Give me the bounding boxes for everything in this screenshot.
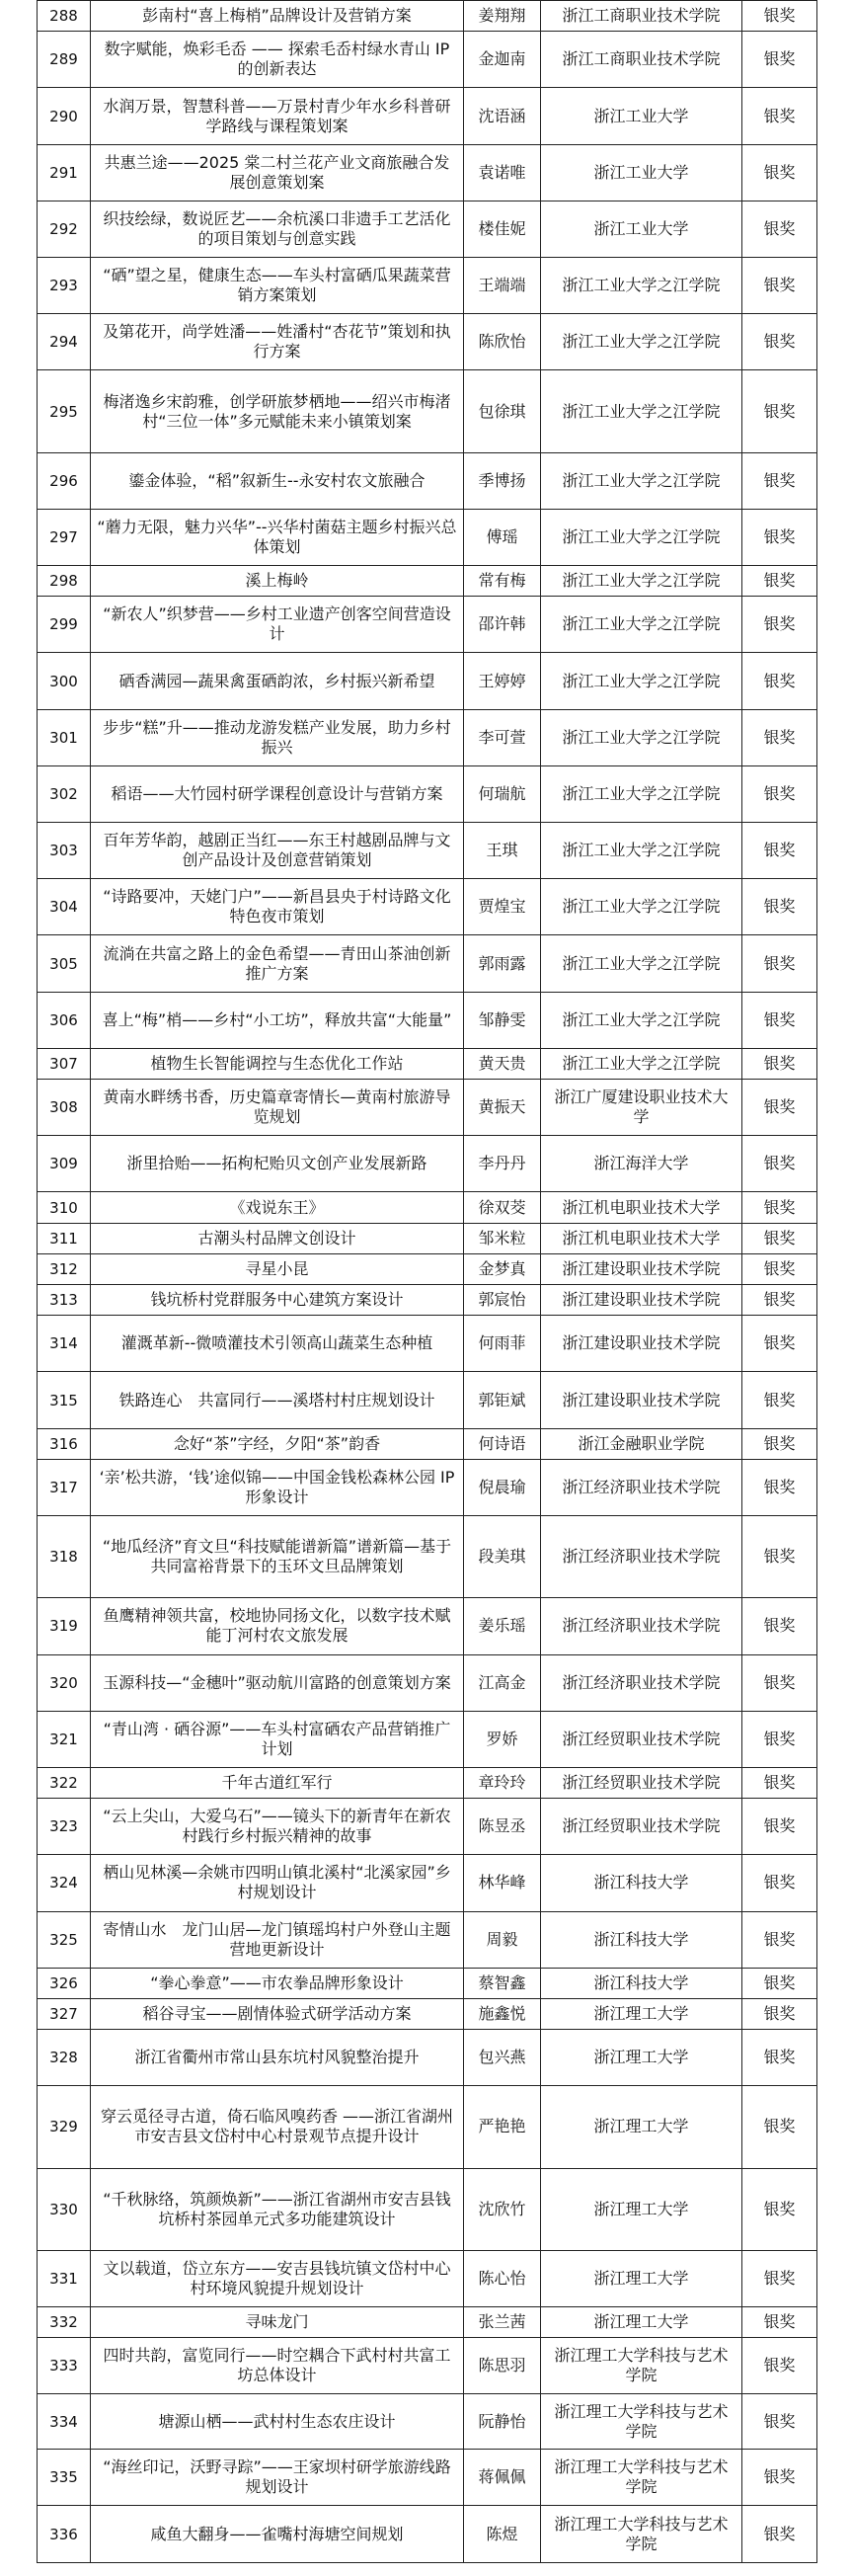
school-name: 浙江建设职业技术学院 bbox=[541, 1285, 742, 1316]
project-title: 钱坑桥村党群服务中心建筑方案设计 bbox=[91, 1285, 464, 1316]
award-level: 银奖 bbox=[742, 144, 817, 201]
project-title: 植物生长智能调控与生态优化工作站 bbox=[91, 1048, 464, 1079]
row-number: 309 bbox=[38, 1136, 91, 1192]
table-row bbox=[38, 1136, 817, 1192]
school-name: 浙江机电职业技术大学 bbox=[541, 1223, 742, 1253]
project-title: 稻语——大竹园村研学课程创意设计与营销方案 bbox=[91, 765, 464, 822]
project-title: 咸鱼大翻身——雀嘴村海塘空间规划 bbox=[91, 2506, 464, 2563]
school-name: 浙江工业大学之江学院 bbox=[541, 452, 742, 509]
award-level: 银奖 bbox=[742, 1428, 817, 1459]
row-number: 307 bbox=[38, 1048, 91, 1079]
table-row bbox=[38, 1711, 817, 1767]
award-level: 银奖 bbox=[742, 2030, 817, 2086]
award-level: 银奖 bbox=[742, 1998, 817, 2029]
team-leader: 金梦真 bbox=[464, 1253, 541, 1284]
row-number: 323 bbox=[38, 1799, 91, 1855]
award-level: 银奖 bbox=[742, 597, 817, 653]
school-name: 浙江经贸职业技术学院 bbox=[541, 1799, 742, 1855]
table-row bbox=[38, 144, 817, 201]
row-number: 301 bbox=[38, 709, 91, 765]
team-leader: 沈语涵 bbox=[464, 88, 541, 144]
row-number: 289 bbox=[38, 32, 91, 88]
team-leader: 姜翔翔 bbox=[464, 1, 541, 32]
table-row bbox=[38, 1372, 817, 1428]
award-level: 银奖 bbox=[742, 935, 817, 992]
row-number: 300 bbox=[38, 653, 91, 709]
team-leader: 阮静怡 bbox=[464, 2394, 541, 2450]
project-title: 百年芳华韵，越剧正当红——东王村越剧品牌与文创产品设计及创意营销策划 bbox=[91, 823, 464, 879]
team-leader: 陈煜 bbox=[464, 2506, 541, 2563]
table-row bbox=[38, 2086, 817, 2168]
award-level: 银奖 bbox=[742, 2306, 817, 2337]
row-number: 291 bbox=[38, 144, 91, 201]
school-name: 浙江工业大学之江学院 bbox=[541, 709, 742, 765]
row-number: 290 bbox=[38, 88, 91, 144]
award-level: 银奖 bbox=[742, 1654, 817, 1711]
row-number: 328 bbox=[38, 2030, 91, 2086]
project-title: 溪上梅岭 bbox=[91, 566, 464, 597]
row-number: 303 bbox=[38, 823, 91, 879]
row-number: 321 bbox=[38, 1711, 91, 1767]
table-row bbox=[38, 2168, 817, 2250]
school-name: 浙江工商职业技术学院 bbox=[541, 1, 742, 32]
project-title: 共惠兰途——2025 棠二村兰花产业文商旅融合发展创意策划案 bbox=[91, 144, 464, 201]
project-title: 鱼鹰精神领共富，校地协同扬文化，以数字技术赋能丁河村农文旅发展 bbox=[91, 1598, 464, 1654]
team-leader: 何雨菲 bbox=[464, 1316, 541, 1372]
award-level: 银奖 bbox=[742, 1968, 817, 1998]
award-level: 银奖 bbox=[742, 314, 817, 370]
project-title: 及第花开，尚学姓潘——姓潘村“杏花节”策划和执行方案 bbox=[91, 314, 464, 370]
row-number: 292 bbox=[38, 201, 91, 257]
school-name: 浙江工业大学之江学院 bbox=[541, 1048, 742, 1079]
school-name: 浙江科技大学 bbox=[541, 1855, 742, 1911]
team-leader: 王琪 bbox=[464, 823, 541, 879]
school-name: 浙江工业大学之江学院 bbox=[541, 597, 742, 653]
award-list-body bbox=[38, 1, 817, 2563]
school-name: 浙江海洋大学 bbox=[541, 1136, 742, 1192]
row-number: 314 bbox=[38, 1316, 91, 1372]
row-number: 317 bbox=[38, 1459, 91, 1515]
award-level: 银奖 bbox=[742, 1048, 817, 1079]
award-level: 银奖 bbox=[742, 1767, 817, 1798]
project-title: 《戏说东王》 bbox=[91, 1192, 464, 1223]
table-row bbox=[38, 88, 817, 144]
award-level: 银奖 bbox=[742, 653, 817, 709]
project-title: 水润万景，智慧科普——万景村青少年水乡科普研学路线与课程策划案 bbox=[91, 88, 464, 144]
project-title: 千年古道红军行 bbox=[91, 1767, 464, 1798]
table-row bbox=[38, 1911, 817, 1968]
project-title: “云上尖山，大爱乌石”——镜头下的新青年在新农村践行乡村振兴精神的故事 bbox=[91, 1799, 464, 1855]
award-level: 银奖 bbox=[742, 1285, 817, 1316]
table-row bbox=[38, 992, 817, 1048]
project-title: 流淌在共富之路上的金色希望——青田山茶油创新推广方案 bbox=[91, 935, 464, 992]
school-name: 浙江工业大学 bbox=[541, 88, 742, 144]
row-number: 315 bbox=[38, 1372, 91, 1428]
project-title: “青山湾 · 硒谷源”——车头村富硒农产品营销推广计划 bbox=[91, 1711, 464, 1767]
award-level: 银奖 bbox=[742, 1711, 817, 1767]
team-leader: 蔡智鑫 bbox=[464, 1968, 541, 1998]
table-row bbox=[38, 2394, 817, 2450]
school-name: 浙江理工大学科技与艺术学院 bbox=[541, 2450, 742, 2506]
row-number: 294 bbox=[38, 314, 91, 370]
school-name: 浙江理工大学科技与艺术学院 bbox=[541, 2338, 742, 2394]
award-level: 银奖 bbox=[742, 879, 817, 935]
row-number: 293 bbox=[38, 258, 91, 314]
row-number: 296 bbox=[38, 452, 91, 509]
project-title: ‘亲’松共游，‘钱’途似锦——中国金钱松森林公园 IP 形象设计 bbox=[91, 1459, 464, 1515]
row-number: 326 bbox=[38, 1968, 91, 1998]
school-name: 浙江经贸职业技术学院 bbox=[541, 1711, 742, 1767]
award-level: 银奖 bbox=[742, 2086, 817, 2168]
award-level: 银奖 bbox=[742, 2450, 817, 2506]
team-leader: 陈欣怡 bbox=[464, 314, 541, 370]
project-title: 栖山见林溪—余姚市四明山镇北溪村“北溪家园”乡村规划设计 bbox=[91, 1855, 464, 1911]
award-level: 银奖 bbox=[742, 32, 817, 88]
school-name: 浙江工业大学之江学院 bbox=[541, 879, 742, 935]
row-number: 333 bbox=[38, 2338, 91, 2394]
team-leader: 傅瑶 bbox=[464, 509, 541, 565]
school-name: 浙江理工大学科技与艺术学院 bbox=[541, 2506, 742, 2563]
award-level: 银奖 bbox=[742, 88, 817, 144]
row-number: 311 bbox=[38, 1223, 91, 1253]
project-title: “诗路要冲，天姥门户”——新昌县央于村诗路文化特色夜市策划 bbox=[91, 879, 464, 935]
team-leader: 季博扬 bbox=[464, 452, 541, 509]
team-leader: 楼佳妮 bbox=[464, 201, 541, 257]
project-title: “蘑力无限，魅力兴华”--兴华村菌菇主题乡村振兴总体策划 bbox=[91, 509, 464, 565]
award-level: 银奖 bbox=[742, 1516, 817, 1598]
award-level: 银奖 bbox=[742, 258, 817, 314]
award-level: 银奖 bbox=[742, 370, 817, 452]
row-number: 331 bbox=[38, 2250, 91, 2306]
table-row bbox=[38, 1516, 817, 1598]
school-name: 浙江科技大学 bbox=[541, 1911, 742, 1968]
school-name: 浙江工业大学之江学院 bbox=[541, 370, 742, 452]
team-leader: 张兰茜 bbox=[464, 2306, 541, 2337]
row-number: 319 bbox=[38, 1598, 91, 1654]
school-name: 浙江机电职业技术大学 bbox=[541, 1192, 742, 1223]
project-title: 彭南村“喜上梅梢”品牌设计及营销方案 bbox=[91, 1, 464, 32]
school-name: 浙江工商职业技术学院 bbox=[541, 32, 742, 88]
award-level: 银奖 bbox=[742, 1372, 817, 1428]
award-list-table bbox=[37, 0, 817, 2563]
table-row bbox=[38, 1048, 817, 1079]
school-name: 浙江工业大学 bbox=[541, 201, 742, 257]
school-name: 浙江工业大学之江学院 bbox=[541, 935, 742, 992]
team-leader: 李可萱 bbox=[464, 709, 541, 765]
table-row bbox=[38, 1799, 817, 1855]
school-name: 浙江广厦建设职业技术大学 bbox=[541, 1080, 742, 1136]
row-number: 322 bbox=[38, 1767, 91, 1798]
row-number: 316 bbox=[38, 1428, 91, 1459]
row-number: 298 bbox=[38, 566, 91, 597]
row-number: 335 bbox=[38, 2450, 91, 2506]
row-number: 312 bbox=[38, 1253, 91, 1284]
school-name: 浙江工业大学之江学院 bbox=[541, 653, 742, 709]
project-title: 喜上“梅”梢——乡村“小工坊”，释放共富“大能量” bbox=[91, 992, 464, 1048]
team-leader: 包徐琪 bbox=[464, 370, 541, 452]
project-title: “地瓜经济”育文旦“科技赋能谱新篇”谱新篇—基于共同富裕背景下的玉环文旦品牌策划 bbox=[91, 1516, 464, 1598]
table-row bbox=[38, 1253, 817, 1284]
table-row bbox=[38, 1080, 817, 1136]
table-row bbox=[38, 370, 817, 452]
team-leader: 郭雨露 bbox=[464, 935, 541, 992]
project-title: 寻味龙门 bbox=[91, 2306, 464, 2337]
project-title: “硒”望之星，健康生态——车头村富硒瓜果蔬菜营销方案策划 bbox=[91, 258, 464, 314]
team-leader: 徐双茭 bbox=[464, 1192, 541, 1223]
award-level: 银奖 bbox=[742, 2338, 817, 2394]
team-leader: 章玲玲 bbox=[464, 1767, 541, 1798]
table-row bbox=[38, 597, 817, 653]
table-row bbox=[38, 1998, 817, 2029]
school-name: 浙江理工大学 bbox=[541, 2030, 742, 2086]
award-level: 银奖 bbox=[742, 1316, 817, 1372]
award-level: 银奖 bbox=[742, 1799, 817, 1855]
table-row bbox=[38, 566, 817, 597]
table-row bbox=[38, 2306, 817, 2337]
row-number: 320 bbox=[38, 1654, 91, 1711]
row-number: 308 bbox=[38, 1080, 91, 1136]
row-number: 305 bbox=[38, 935, 91, 992]
team-leader: 段美琪 bbox=[464, 1516, 541, 1598]
row-number: 288 bbox=[38, 1, 91, 32]
school-name: 浙江经济职业技术学院 bbox=[541, 1654, 742, 1711]
team-leader: 周毅 bbox=[464, 1911, 541, 1968]
school-name: 浙江工业大学之江学院 bbox=[541, 823, 742, 879]
project-title: “海丝印记，沃野寻踪”——王家坝村研学旅游线路规划设计 bbox=[91, 2450, 464, 2506]
project-title: “新农人”织梦营——乡村工业遗产创客空间营造设计 bbox=[91, 597, 464, 653]
table-row bbox=[38, 1, 817, 32]
row-number: 325 bbox=[38, 1911, 91, 1968]
award-level: 银奖 bbox=[742, 1459, 817, 1515]
project-title: 四时共韵，富览同行——时空耦合下武村村共富工坊总体设计 bbox=[91, 2338, 464, 2394]
school-name: 浙江经济职业技术学院 bbox=[541, 1459, 742, 1515]
school-name: 浙江工业大学之江学院 bbox=[541, 258, 742, 314]
award-level: 银奖 bbox=[742, 1192, 817, 1223]
row-number: 310 bbox=[38, 1192, 91, 1223]
table-row bbox=[38, 879, 817, 935]
row-number: 327 bbox=[38, 1998, 91, 2029]
table-row bbox=[38, 1223, 817, 1253]
row-number: 313 bbox=[38, 1285, 91, 1316]
row-number: 295 bbox=[38, 370, 91, 452]
award-level: 银奖 bbox=[742, 452, 817, 509]
team-leader: 常有梅 bbox=[464, 566, 541, 597]
row-number: 324 bbox=[38, 1855, 91, 1911]
row-number: 330 bbox=[38, 2168, 91, 2250]
award-level: 银奖 bbox=[742, 2394, 817, 2450]
table-row bbox=[38, 201, 817, 257]
table-row bbox=[38, 765, 817, 822]
team-leader: 王端端 bbox=[464, 258, 541, 314]
table-row bbox=[38, 653, 817, 709]
project-title: 铁路连心 共富同行——溪塔村村庄规划设计 bbox=[91, 1372, 464, 1428]
school-name: 浙江工业大学 bbox=[541, 144, 742, 201]
row-number: 297 bbox=[38, 509, 91, 565]
award-level: 银奖 bbox=[742, 1855, 817, 1911]
team-leader: 金迦南 bbox=[464, 32, 541, 88]
school-name: 浙江建设职业技术学院 bbox=[541, 1316, 742, 1372]
row-number: 306 bbox=[38, 992, 91, 1048]
award-level: 银奖 bbox=[742, 992, 817, 1048]
row-number: 336 bbox=[38, 2506, 91, 2563]
table-row bbox=[38, 2250, 817, 2306]
row-number: 318 bbox=[38, 1516, 91, 1598]
award-level: 银奖 bbox=[742, 1223, 817, 1253]
project-title: 穿云觅径寻古道，倚石临风嗅药香 ——浙江省湖州市安吉县文岱村中心村景观节点提升设计 bbox=[91, 2086, 464, 2168]
school-name: 浙江经济职业技术学院 bbox=[541, 1598, 742, 1654]
team-leader: 黄天贵 bbox=[464, 1048, 541, 1079]
school-name: 浙江经济职业技术学院 bbox=[541, 1516, 742, 1598]
table-row bbox=[38, 32, 817, 88]
school-name: 浙江理工大学科技与艺术学院 bbox=[541, 2394, 742, 2450]
school-name: 浙江经贸职业技术学院 bbox=[541, 1767, 742, 1798]
table-row bbox=[38, 258, 817, 314]
table-row bbox=[38, 1855, 817, 1911]
award-level: 银奖 bbox=[742, 566, 817, 597]
team-leader: 何诗语 bbox=[464, 1428, 541, 1459]
project-title: “拳心拳意”——市农拳品牌形象设计 bbox=[91, 1968, 464, 1998]
school-name: 浙江理工大学 bbox=[541, 1998, 742, 2029]
project-title: 稻谷寻宝——剧情体验式研学活动方案 bbox=[91, 1998, 464, 2029]
table-row bbox=[38, 1459, 817, 1515]
team-leader: 沈欣竹 bbox=[464, 2168, 541, 2250]
school-name: 浙江理工大学 bbox=[541, 2168, 742, 2250]
project-title: 寻星小昆 bbox=[91, 1253, 464, 1284]
team-leader: 林华峰 bbox=[464, 1855, 541, 1911]
award-level: 银奖 bbox=[742, 1253, 817, 1284]
project-title: 塘源山栖——武村村生态农庄设计 bbox=[91, 2394, 464, 2450]
award-level: 银奖 bbox=[742, 765, 817, 822]
project-title: 梅渚逸乡宋韵雅，创学研旅梦栖地——绍兴市梅渚村“三位一体”多元赋能未来小镇策划案 bbox=[91, 370, 464, 452]
team-leader: 王婷婷 bbox=[464, 653, 541, 709]
project-title: 灌溉革新--微喷灌技术引领高山蔬菜生态种植 bbox=[91, 1316, 464, 1372]
team-leader: 倪晨瑜 bbox=[464, 1459, 541, 1515]
project-title: 黄南水畔绣书香，历史篇章寄情长—黄南村旅游导览规划 bbox=[91, 1080, 464, 1136]
school-name: 浙江工业大学之江学院 bbox=[541, 992, 742, 1048]
school-name: 浙江科技大学 bbox=[541, 1968, 742, 1998]
row-number: 302 bbox=[38, 765, 91, 822]
project-title: 文以载道，岱立东方——安吉县钱坑镇文岱村中心村环境风貌提升规划设计 bbox=[91, 2250, 464, 2306]
team-leader: 郭钜斌 bbox=[464, 1372, 541, 1428]
row-number: 334 bbox=[38, 2394, 91, 2450]
award-level: 银奖 bbox=[742, 509, 817, 565]
table-row bbox=[38, 2506, 817, 2563]
project-title: 念好“茶”字经，夕阳“茶”韵香 bbox=[91, 1428, 464, 1459]
award-level: 银奖 bbox=[742, 823, 817, 879]
table-row bbox=[38, 314, 817, 370]
team-leader: 何瑞航 bbox=[464, 765, 541, 822]
team-leader: 施鑫悦 bbox=[464, 1998, 541, 2029]
team-leader: 李丹丹 bbox=[464, 1136, 541, 1192]
project-title: 玉源科技—“金穗叶”驱动航川富路的创意策划方案 bbox=[91, 1654, 464, 1711]
team-leader: 陈思羽 bbox=[464, 2338, 541, 2394]
table-row bbox=[38, 2030, 817, 2086]
award-level: 银奖 bbox=[742, 1911, 817, 1968]
table-row bbox=[38, 709, 817, 765]
table-row bbox=[38, 1192, 817, 1223]
table-row bbox=[38, 1968, 817, 1998]
school-name: 浙江理工大学 bbox=[541, 2086, 742, 2168]
team-leader: 袁诺唯 bbox=[464, 144, 541, 201]
table-row bbox=[38, 2338, 817, 2394]
team-leader: 严艳艳 bbox=[464, 2086, 541, 2168]
table-row bbox=[38, 509, 817, 565]
team-leader: 陈心怡 bbox=[464, 2250, 541, 2306]
school-name: 浙江工业大学之江学院 bbox=[541, 509, 742, 565]
table-row bbox=[38, 1598, 817, 1654]
team-leader: 陈昱丞 bbox=[464, 1799, 541, 1855]
row-number: 299 bbox=[38, 597, 91, 653]
project-title: 寄情山水 龙门山居—龙门镇瑶坞村户外登山主题营地更新设计 bbox=[91, 1911, 464, 1968]
team-leader: 罗娇 bbox=[464, 1711, 541, 1767]
school-name: 浙江工业大学之江学院 bbox=[541, 314, 742, 370]
table-row bbox=[38, 2450, 817, 2506]
team-leader: 贾煌宝 bbox=[464, 879, 541, 935]
project-title: 鎏金体验，“稻”叙新生--永安村农文旅融合 bbox=[91, 452, 464, 509]
award-level: 银奖 bbox=[742, 201, 817, 257]
team-leader: 姜乐瑶 bbox=[464, 1598, 541, 1654]
team-leader: 邹米粒 bbox=[464, 1223, 541, 1253]
award-level: 银奖 bbox=[742, 2250, 817, 2306]
team-leader: 郭宸怡 bbox=[464, 1285, 541, 1316]
table-row bbox=[38, 823, 817, 879]
project-title: 浙里拾贻——拓枸杞贻贝文创产业发展新路 bbox=[91, 1136, 464, 1192]
project-title: “千秋脉络，筑颜焕新”——浙江省湖州市安吉县钱坑桥村茶园单元式多功能建筑设计 bbox=[91, 2168, 464, 2250]
award-level: 银奖 bbox=[742, 1080, 817, 1136]
school-name: 浙江建设职业技术学院 bbox=[541, 1372, 742, 1428]
project-title: 数字赋能，焕彩毛岙 —— 探索毛岙村绿水青山 IP 的创新表达 bbox=[91, 32, 464, 88]
row-number: 304 bbox=[38, 879, 91, 935]
table-row bbox=[38, 1316, 817, 1372]
row-number: 332 bbox=[38, 2306, 91, 2337]
team-leader: 江高金 bbox=[464, 1654, 541, 1711]
table-row bbox=[38, 1654, 817, 1711]
team-leader: 包兴燕 bbox=[464, 2030, 541, 2086]
school-name: 浙江建设职业技术学院 bbox=[541, 1253, 742, 1284]
team-leader: 黄振天 bbox=[464, 1080, 541, 1136]
school-name: 浙江理工大学 bbox=[541, 2250, 742, 2306]
table-row bbox=[38, 935, 817, 992]
team-leader: 蒋佩佩 bbox=[464, 2450, 541, 2506]
school-name: 浙江理工大学 bbox=[541, 2306, 742, 2337]
team-leader: 邵许韩 bbox=[464, 597, 541, 653]
award-level: 银奖 bbox=[742, 709, 817, 765]
project-title: 古潮头村品牌文创设计 bbox=[91, 1223, 464, 1253]
award-level: 银奖 bbox=[742, 1, 817, 32]
project-title: 织技绘绿，数说匠艺——余杭溪口非遗手工艺活化的项目策划与创意实践 bbox=[91, 201, 464, 257]
school-name: 浙江金融职业学院 bbox=[541, 1428, 742, 1459]
award-level: 银奖 bbox=[742, 1598, 817, 1654]
team-leader: 邹静雯 bbox=[464, 992, 541, 1048]
award-level: 银奖 bbox=[742, 2168, 817, 2250]
award-level: 银奖 bbox=[742, 1136, 817, 1192]
school-name: 浙江工业大学之江学院 bbox=[541, 765, 742, 822]
project-title: 步步“糕”升——推动龙游发糕产业发展，助力乡村振兴 bbox=[91, 709, 464, 765]
project-title: 硒香满园—蔬果禽蛋硒韵浓，乡村振兴新希望 bbox=[91, 653, 464, 709]
table-row bbox=[38, 452, 817, 509]
project-title: 浙江省衢州市常山县东坑村风貌整治提升 bbox=[91, 2030, 464, 2086]
table-row bbox=[38, 1285, 817, 1316]
table-row bbox=[38, 1428, 817, 1459]
table-row bbox=[38, 1767, 817, 1798]
award-level: 银奖 bbox=[742, 2506, 817, 2563]
school-name: 浙江工业大学之江学院 bbox=[541, 566, 742, 597]
row-number: 329 bbox=[38, 2086, 91, 2168]
